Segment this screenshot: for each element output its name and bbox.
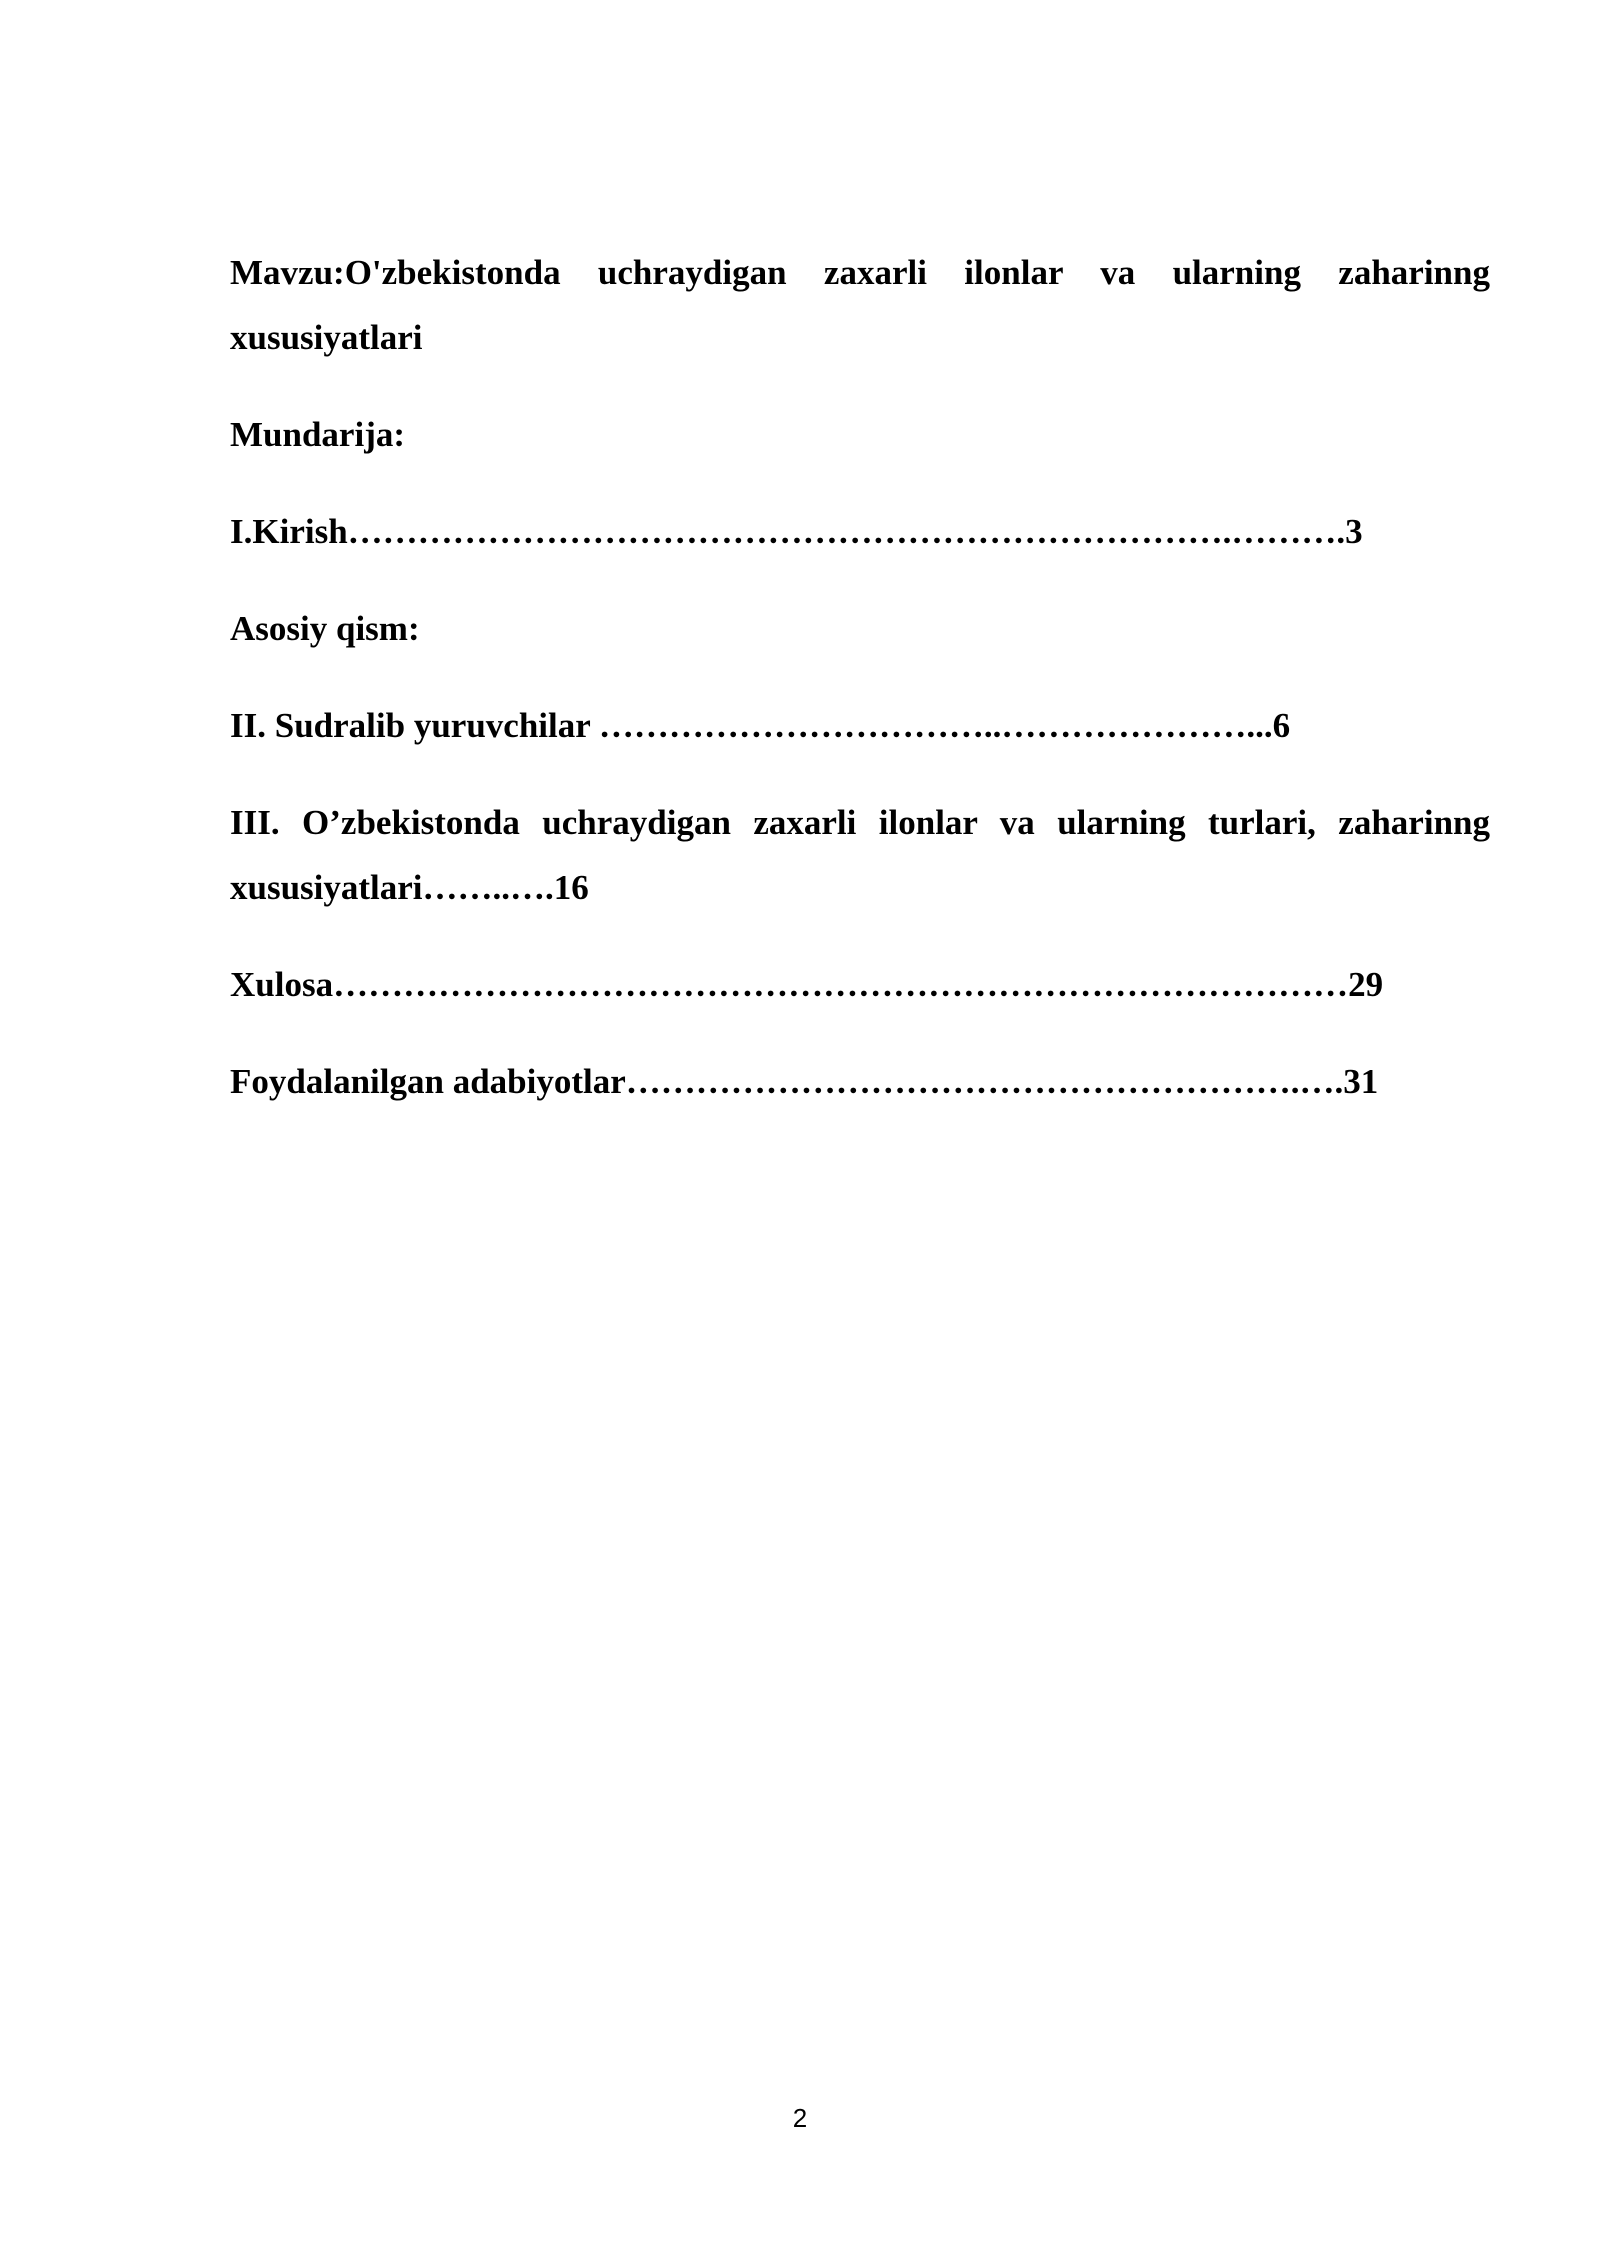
page-number: 2	[792, 2103, 808, 2133]
toc-entry-reptiles: II. Sudralib yuruvchilar ……………………………..…………………...6	[230, 706, 1291, 745]
contents-heading: Mundarija:	[230, 415, 405, 454]
document-body	[230, 240, 1490, 1146]
topic-title: Mavzu:O'zbekistonda uchraydigan zaxarli ilonlar va ularning zaharinng xususiyatlari	[230, 253, 1490, 357]
toc-entry-introduction: I.Kirish………………………………………………………………….……….3	[230, 512, 1363, 551]
toc-entry-venomous-snakes: III. O’zbekistonda uchraydigan zaxarli ilonlar va ularning turlari, zaharinng xususiyatlari……..….16	[230, 803, 1490, 907]
toc-entry-references: Foydalanilgan adabiyotlar………………………………………………….….31	[230, 1062, 1379, 1101]
toc-entry-conclusion: Xulosa……………………………………………………………………………29	[230, 965, 1384, 1004]
toc-section-main-part: Asosiy qism:	[230, 609, 420, 648]
